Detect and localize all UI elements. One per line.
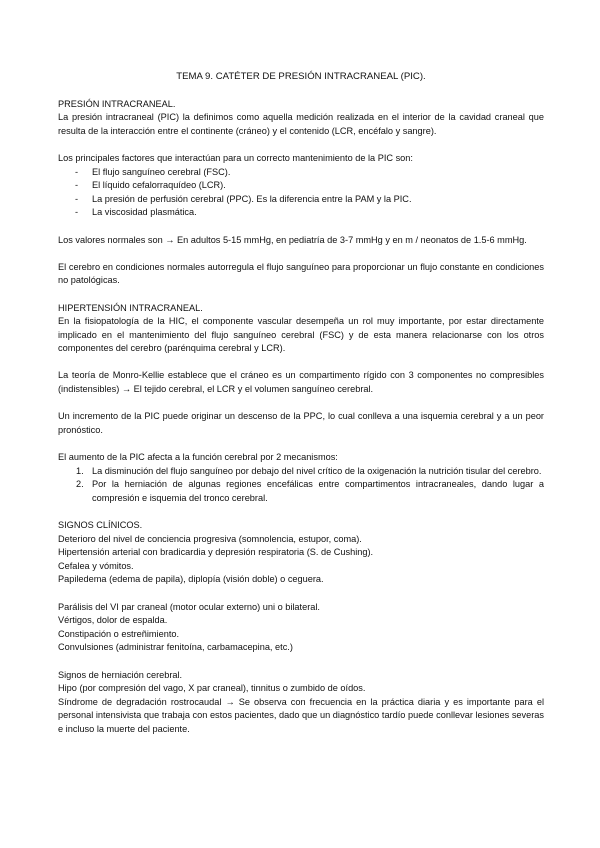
list-item: - La presión de perfusión cerebral (PPC). Es la diferencia entre la PAM y la PIC. xyxy=(58,193,544,207)
document-title: TEMA 9. CATÉTER DE PRESIÓN INTRACRANEAL (PIC). xyxy=(176,71,426,82)
sign-line: Constipación o estreñimiento. xyxy=(58,628,180,639)
list-item xyxy=(58,478,544,505)
sign-line: Vértigos, dolor de espalda. xyxy=(58,615,168,626)
paragraph-mechanisms-intro: El aumento de la PIC afecta a la función cerebral por 2 mecanismos: xyxy=(58,452,338,463)
section-heading-hipertension: HIPERTENSIÓN INTRACRANEAL. xyxy=(58,302,203,313)
list-item-text: Por la herniación de algunas regiones encefálicas entre compartimentos intracraneales, dando lugar a compresión e isquemia del tronco cerebral. xyxy=(92,479,544,503)
sign-line: Parálisis del VI par craneal (motor ocular externo) uni o bilateral. xyxy=(58,601,320,612)
sign-line: Papiledema (edema de papila), diplopía (visión doble) o ceguera. xyxy=(58,574,324,585)
sign-line: Cefalea y vómitos. xyxy=(58,560,134,571)
paragraph-autoregulation: El cerebro en condiciones normales autorregula el flujo sanguíneo para proporcionar un flujo constante en condiciones no patológicas. xyxy=(58,261,544,286)
paragraph-normal-values: Los valores normales son → En adultos 5-15 mmHg, en pediatría de 3-7 mmHg y en m / neonatos de 1.5-6 mmHg. xyxy=(58,234,527,245)
paragraph-pic-definition: La presión intracraneal (PIC) la definimos como aquella medición realizada en el interior de la cavidad craneal que resulta de la interacción entre el continente (cráneo) y el contenido (LCR, encéfalo y sangre). xyxy=(58,112,544,136)
section-heading-presion: PRESIÓN INTRACRANEAL. xyxy=(58,98,176,109)
list-item-text: La disminución del flujo sanguíneo por debajo del nivel crítico de la oxigenación la nutrición tisular del cerebro. xyxy=(92,465,542,476)
factors-list xyxy=(58,166,544,220)
list-item: - La viscosidad plasmática. xyxy=(58,206,544,220)
document-page xyxy=(58,70,544,737)
sign-line: Hipertensión arterial con bradicardia y depresión respiratoria (S. de Cushing). xyxy=(58,547,374,558)
sign-line: Convulsiones (administrar fenitoína, carbamacepina, etc.) xyxy=(58,642,293,653)
paragraph-factors-intro: Los principales factores que interactúan para un correcto mantenimiento de la PIC son: xyxy=(58,152,413,163)
section-heading-signos: SIGNOS CLÍNICOS. xyxy=(58,520,143,530)
list-number: 2. xyxy=(76,479,84,490)
list-item: - El líquido cefalorraquídeo (LCR). xyxy=(58,179,544,193)
list-item: - El flujo sanguíneo cerebral (FSC). xyxy=(58,166,544,180)
paragraph-rostrocaudal: Síndrome de degradación rostrocaudal → Se observa con frecuencia en la práctica diaria y es importante para el personal intensivista que trabaja con estos pacientes, dado que un diagnóstico tardío puede conllevar lesiones severas e incluso la muerte del paciente. xyxy=(58,696,544,734)
list-item xyxy=(58,465,544,479)
sign-line: Signos de herniación cerebral. xyxy=(58,669,183,680)
paragraph-pic-increase: Un incremento de la PIC puede originar un descenso de la PPC, lo cual conlleva a una isquemia cerebral y a un peor pronóstico. xyxy=(58,411,544,435)
paragraph-hic-physiopathology: En la fisiopatología de la HIC, el componente vascular desempeña un rol muy importante, por estar directamente implicado en el mantenimiento del flujo sanguíneo cerebral (FSC) y de esta manera relacionarse con los otros componentes del cerebro (parénquima cerebral y LCR). xyxy=(58,316,544,354)
sign-line: Hipo (por compresión del vago, X par craneal), tinnitus o zumbido de oídos. xyxy=(58,683,366,694)
paragraph-monro-kellie: La teoría de Monro-Kellie establece que el cráneo es un compartimento rígido con 3 componentes no compresibles (indistensibles) → El tejido cerebral, el LCR y el volumen sanguíneo cerebral. xyxy=(58,370,544,395)
mechanisms-list xyxy=(58,465,544,506)
sign-line: Deterioro del nivel de conciencia progresiva (somnolencia, estupor, coma). xyxy=(58,533,362,544)
list-number: 1. xyxy=(76,465,84,476)
